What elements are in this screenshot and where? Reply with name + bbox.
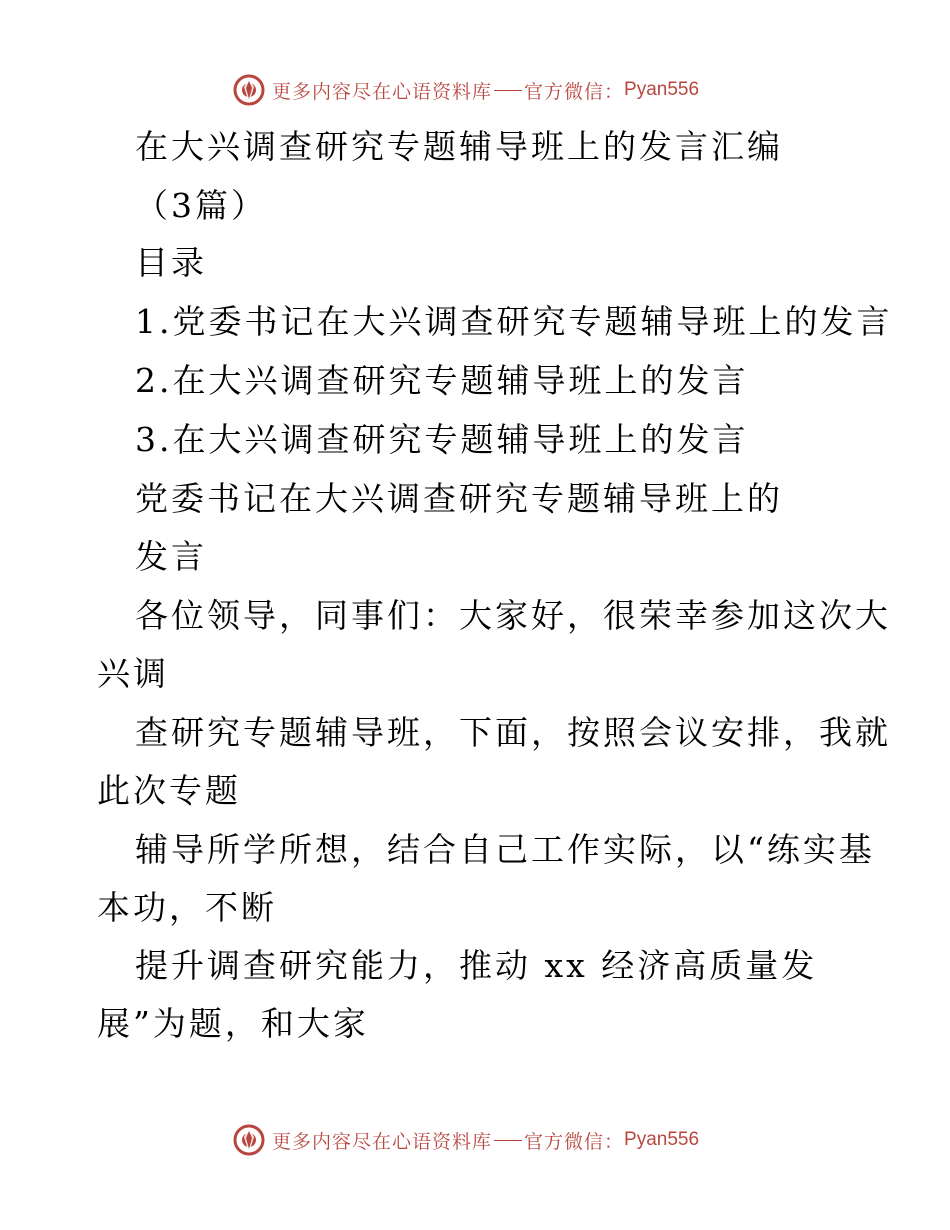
- document-title: 在大兴调查研究专题辅导班上的发言汇编: [135, 127, 783, 166]
- paragraph-line: 查研究专题辅导班，下面，按照会议安排，我就: [135, 713, 891, 752]
- document-title-count: （3篇）: [135, 186, 267, 225]
- watermark-dash: [494, 1140, 522, 1141]
- paragraph-line: 提升调查研究能力，推动 xx 经济高质量发: [135, 946, 818, 985]
- paragraph-line: 此次专题: [97, 771, 241, 810]
- watermark-brand-text: 更多内容尽在心语资料库: [272, 80, 493, 103]
- paragraph-line: 本功，不断: [97, 888, 277, 927]
- paragraph-line: 辅导所学所想，结合自己工作实际，以“练实基: [135, 830, 875, 869]
- watermark-contact-id: Pyan556: [624, 79, 700, 100]
- paragraph-line: 各位领导，同事们：大家好，很荣幸参加这次大: [135, 596, 891, 635]
- pen-nib-circle-icon: [232, 73, 266, 107]
- section-heading: 党委书记在大兴调查研究专题辅导班上的: [135, 479, 783, 518]
- toc-item: 1.党委书记在大兴调查研究专题辅导班上的发言: [135, 302, 893, 341]
- toc-item: 2.在大兴调查研究专题辅导班上的发言: [135, 361, 749, 400]
- watermark-dash: [494, 90, 522, 91]
- watermark-contact-label: 官方微信：: [524, 80, 625, 103]
- watermark-contact-id: Pyan556: [624, 1129, 700, 1150]
- toc-heading: 目录: [135, 243, 207, 282]
- header-watermark: [232, 70, 699, 110]
- toc-item: 3.在大兴调查研究专题辅导班上的发言: [135, 420, 749, 459]
- watermark-contact-label: 官方微信：: [524, 1130, 625, 1153]
- paragraph-line: 兴调: [97, 654, 169, 693]
- section-heading-continued: 发言: [135, 537, 207, 576]
- paragraph-line: 展”为题，和大家: [97, 1004, 369, 1043]
- pen-nib-circle-icon: [232, 1123, 266, 1157]
- footer-watermark: [232, 1120, 699, 1160]
- watermark-brand-text: 更多内容尽在心语资料库: [272, 1130, 493, 1153]
